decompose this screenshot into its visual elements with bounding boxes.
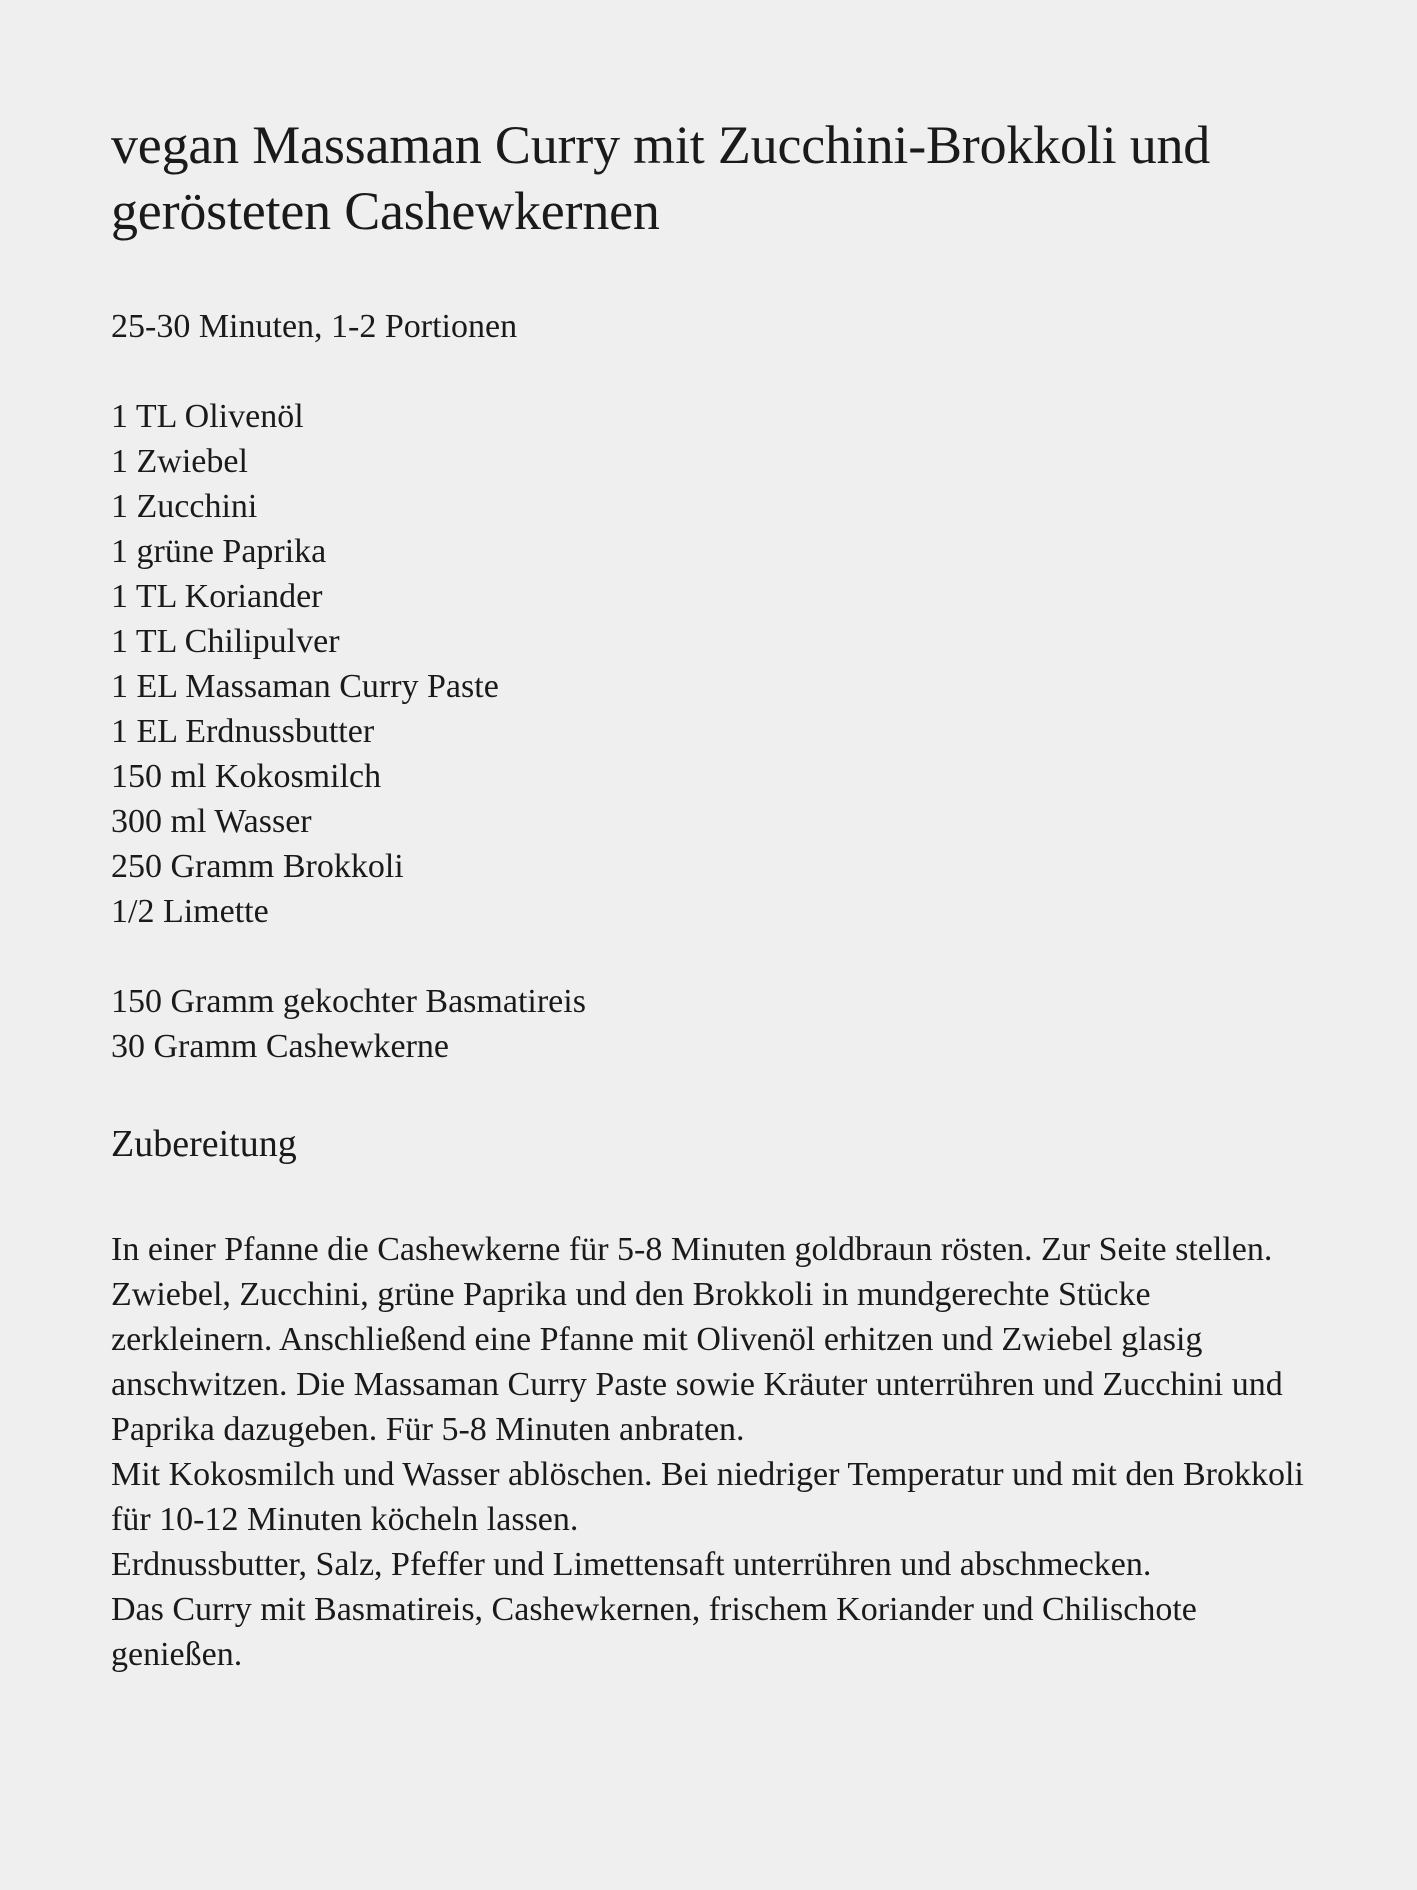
- ingredient-item: 150 ml Kokosmilch: [111, 758, 382, 795]
- ingredient-item: 1 EL Erdnussbutter: [111, 713, 375, 750]
- ingredient-item: 1 Zucchini: [111, 488, 258, 525]
- ingredient-item: 1 TL Chilipulver: [111, 623, 340, 660]
- ingredient-item: 300 ml Wasser: [111, 803, 312, 840]
- ingredient-list-side: [111, 979, 1307, 1069]
- preparation-heading: Zubereitung: [111, 1123, 297, 1165]
- preparation-step: Das Curry mit Basmatireis, Cashewkernen, frischem Koriander und Chilischote genießen.: [111, 1591, 1197, 1673]
- ingredient-item: 250 Gramm Brokkoli: [111, 848, 404, 885]
- recipe-title: vegan Massaman Curry mit Zucchini-Brokkoli und gerösteten Cashewkernen: [111, 115, 1211, 241]
- ingredient-list-main: [111, 394, 1307, 934]
- ingredient-item: 1 TL Koriander: [111, 578, 323, 615]
- ingredient-item: 1/2 Limette: [111, 893, 269, 930]
- ingredient-item: 1 EL Massaman Curry Paste: [111, 668, 499, 705]
- ingredient-item: 1 TL Olivenöl: [111, 398, 304, 435]
- ingredient-item: 150 Gramm gekochter Basmatireis: [111, 983, 586, 1020]
- preparation-steps: [111, 1227, 1307, 1677]
- recipe-meta: 25-30 Minuten, 1-2 Portionen: [111, 308, 518, 345]
- ingredient-item: 1 grüne Paprika: [111, 533, 327, 570]
- preparation-step: Mit Kokosmilch und Wasser ablöschen. Bei niedriger Temperatur und mit den Brokkoli für 10-12 Minuten köcheln lassen.: [111, 1456, 1304, 1538]
- preparation-step: Erdnussbutter, Salz, Pfeffer und Limettensaft unterrühren und abschmecken.: [111, 1546, 1152, 1583]
- ingredient-item: 1 Zwiebel: [111, 443, 248, 480]
- ingredient-item: 30 Gramm Cashewkerne: [111, 1028, 450, 1065]
- preparation-step: Zwiebel, Zucchini, grüne Paprika und den Brokkoli in mundgerechte Stücke zerkleinern. Anschließend eine Pfanne mit Olivenöl erhitzen und Zwiebel glasig anschwitzen. Die Massaman Curry Paste sowie Kräuter unterrühren und Zucchini und Paprika dazugeben. Für 5-8 Minuten anbraten.: [111, 1276, 1283, 1448]
- preparation-step: In einer Pfanne die Cashewkerne für 5-8 Minuten goldbraun rösten. Zur Seite stellen.: [111, 1231, 1273, 1268]
